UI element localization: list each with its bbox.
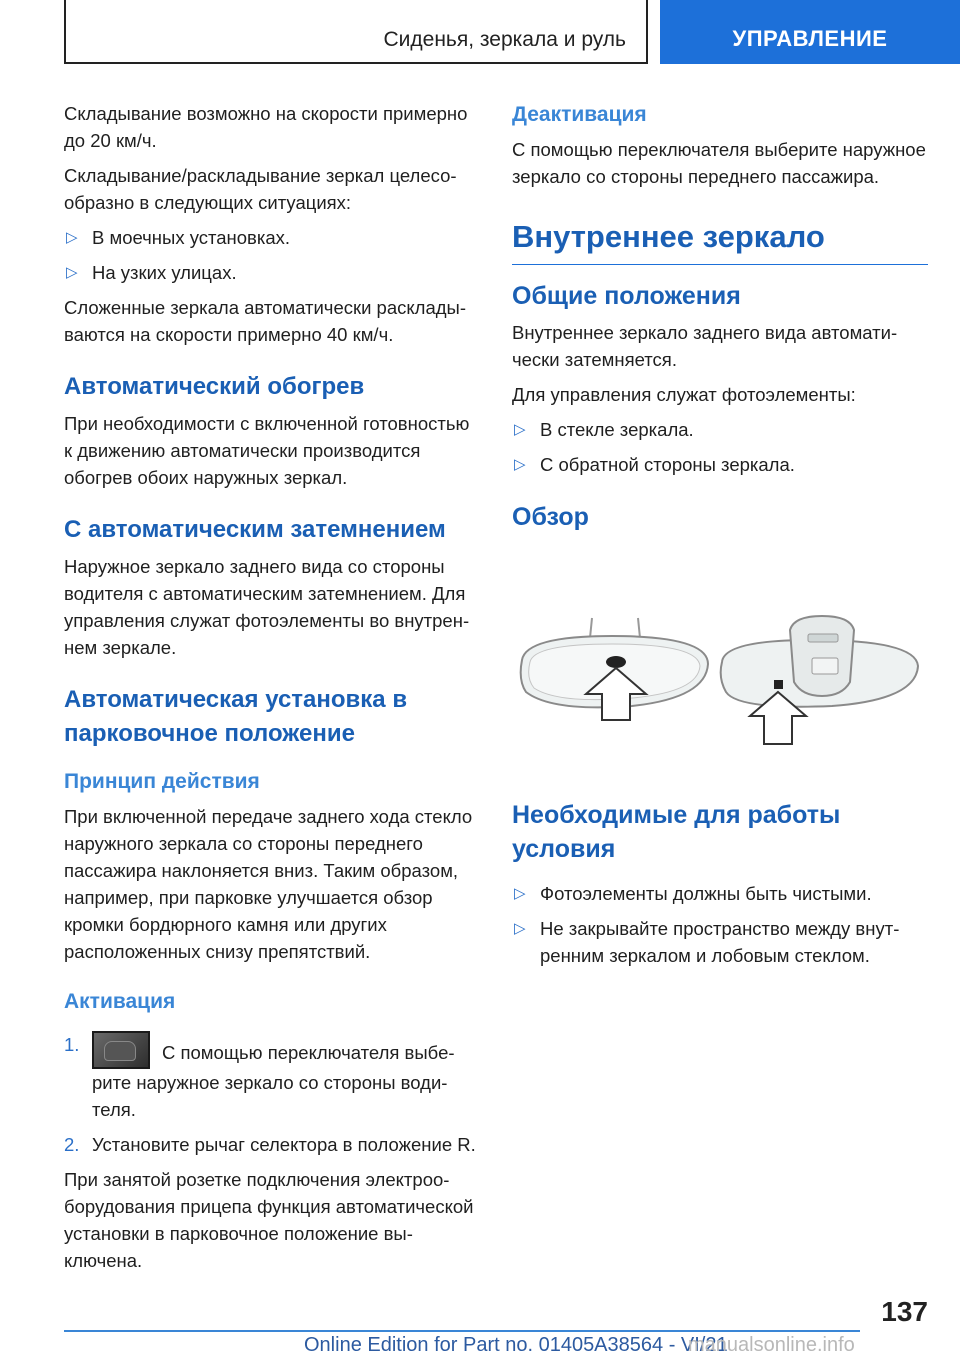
list-item: ▷ С обратной стороны зеркала. — [512, 451, 928, 478]
heading-deactivation: Деактивация — [512, 103, 647, 126]
paragraph: Складывание возможно на скорости примерно до 20 км/ч. — [64, 103, 468, 151]
paragraph: При включенной передаче заднего хода стекло наружного зеркала со стороны переднего пассажира наклоняется вниз. Таким образом, например, при парковке улучшается обзор кромки бордюрного камня или других расположенных снизу препятствий. — [64, 806, 473, 962]
page-number: 137 — [881, 1296, 928, 1327]
heading-auto-heating: Автоматический обогрев — [64, 373, 365, 400]
heading-general: Общие положения — [512, 282, 741, 310]
header-chapter-title: УПРАВЛЕНИЕ — [732, 26, 888, 51]
step-text: С помощью переключателя выберите наружное зеркало со стороны водителя. — [92, 1042, 455, 1120]
mirror-back-view — [721, 616, 918, 744]
heading-principle: Принцип действия — [64, 770, 260, 793]
paragraph: Складывание/раскладывание зеркал целесообразно в следующих ситуациях: — [64, 165, 457, 213]
heading-overview: Обзор — [512, 503, 589, 531]
triangle-bullet-icon: ▷ — [66, 229, 78, 246]
left-column — [64, 100, 476, 1282]
list-item — [64, 1131, 476, 1158]
step-text: Установите рычаг селектора в положение R. — [92, 1134, 476, 1155]
list-item: ▷ На узких улицах. — [64, 259, 476, 286]
paragraph: С помощью переключателя выберите наружное зеркало со стороны переднего пассажира. — [512, 139, 926, 187]
right-column — [512, 100, 928, 977]
mirror-switch-icon — [92, 1031, 150, 1069]
list-item: ▷ В моечных установках. — [64, 224, 476, 251]
paragraph: При занятой розетке подключения электрооборудования прицепа функция автоматической установки в парковочное положение выключена. — [64, 1169, 474, 1271]
triangle-bullet-icon: ▷ — [66, 264, 78, 281]
paragraph: Сложенные зеркала автоматически раскладываются на скорости примерно 40 км/ч. — [64, 297, 467, 345]
paragraph: Внутреннее зеркало заднего вида автоматически затемняется. — [512, 322, 898, 370]
footer-watermark: manualsonline.info — [688, 1334, 855, 1356]
step-number: 2. — [64, 1134, 80, 1155]
list-item: ▷ Не закрывайте пространство между внутренним зеркалом и лобовым стеклом. — [512, 915, 928, 969]
triangle-bullet-icon: ▷ — [514, 421, 526, 438]
paragraph: Для управления служат фотоэлементы: — [512, 384, 856, 405]
triangle-bullet-icon: ▷ — [514, 885, 526, 902]
heading-auto-dimming: С автоматическим затемнением — [64, 516, 446, 543]
header-chapter-tab[interactable] — [660, 0, 960, 64]
list-item: ▷ Фотоэлементы должны быть чистыми. — [512, 880, 928, 907]
paragraph: Наружное зеркало заднего вида со стороны водителя с автоматическим затемнением. Для управления служат фотоэлементы во внутреннем зеркале. — [64, 556, 470, 658]
step-number: 1. — [64, 1034, 80, 1055]
triangle-bullet-icon: ▷ — [514, 920, 526, 937]
heading-activation: Активация — [64, 990, 176, 1013]
triangle-bullet-icon: ▷ — [514, 456, 526, 473]
header-section-box — [64, 0, 648, 64]
heading-auto-parking: Автоматическая установка в парковочное положение — [64, 686, 408, 747]
header-section-title: Сиденья, зеркала и руль — [383, 28, 626, 51]
heading-conditions: Необходимые для работы условия — [512, 801, 841, 863]
footer-edition: Online Edition for Part no. 01405A38564 - VI/21 — [304, 1334, 728, 1356]
mirror-front-view — [521, 618, 708, 720]
list-item: ▷ В стекле зеркала. — [512, 416, 928, 443]
paragraph: При необходимости с включенной готовностью к движению автоматически производится обогрев обоих наружных зеркал. — [64, 413, 470, 488]
heading-inner-mirror: Внутреннее зеркало — [512, 216, 928, 265]
footer-divider — [64, 1330, 860, 1332]
list-item — [64, 1031, 476, 1123]
inner-mirror-illustration — [512, 612, 928, 760]
